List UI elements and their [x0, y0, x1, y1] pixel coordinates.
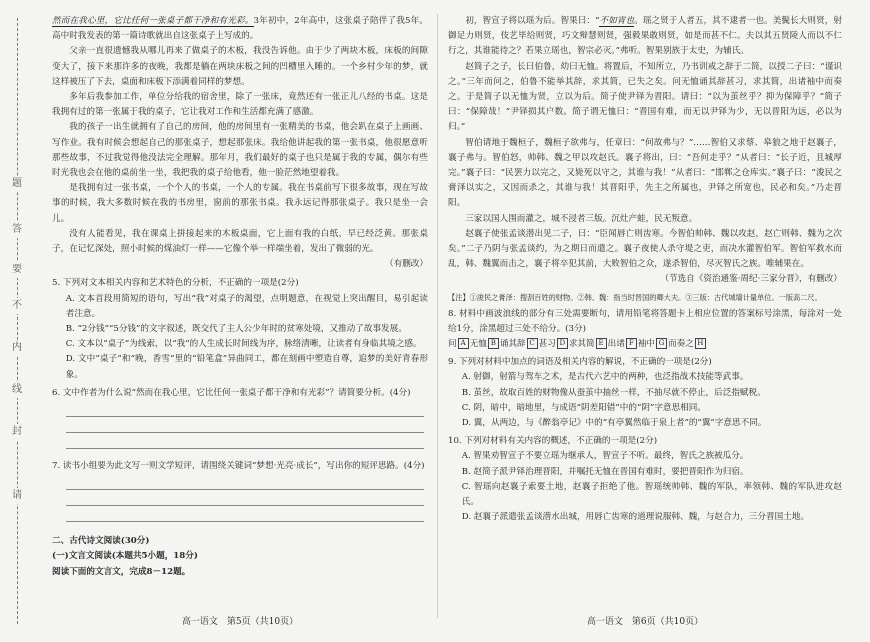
- classical-paragraph: 智伯请地于魏桓子，魏桓子欲弗与，任章曰：“何故弗与？”……智伯又求蔡、皋狼之地于赵襄子，襄子弗与。智伯怒，帅韩、魏之甲以攻赵氏。襄子将出，曰：“吾何走乎？”从者曰：“长子近，且城厚完。”襄子曰：“民罢力以完之，又毙死以守之，其谁与我！”从者曰：“邯郸之仓库实。”襄子曰：“浚民之膏泽以实之，又因而杀之，其谁与我！其晋阳乎，先主之所属也，尹铎之所宽也，民必和矣。”乃走晋阳。: [448, 137, 842, 209]
- answer-line[interactable]: [66, 506, 424, 522]
- question-10-option-b: B. 赵简子派尹铎治理晋阳，并嘱托无恤在晋国有难时，要把晋阳作为归宿。: [461, 466, 749, 477]
- question-8-stem: 8. 材料中画波浪线的部分有三处需要断句，请用铅笔将答题卡上相应位置的答案标号涂黑，每涂对一处给1分，涂黑超过三处不给分。(3分): [448, 308, 842, 334]
- question-5-option-a: A. 文本首段用简短的语句，写出“我”对桌子的渴望，点明题意，在视觉上突出醒目，易引起读者注意。: [65, 293, 428, 319]
- answer-box-d[interactable]: D: [557, 338, 568, 349]
- binding-word: 要: [9, 262, 25, 278]
- question-5-option-d: D. 文中“桌子”和“晚，香雪”里的“铅笔盒”异曲同工，都在刻画中塑造自尊，追梦的美好青春形象。: [65, 354, 428, 380]
- handwritten-underline: 然而在我心里，它比任何一张桌子都干净和有光彩。: [52, 16, 254, 26]
- question-9-option-d: D. 翼，从两边，与《醉翁亭记》中的“有亭翼然临于泉上者”的“翼”字意思不同。: [461, 418, 767, 429]
- question-9-option-b: B. 茧丝，故取百姓的财物像从蚕茧中抽丝一样，不抽尽就不停止，后泛指赋税。: [461, 387, 766, 398]
- page-footer-right: 高一语文 第6页（共10页）: [586, 617, 704, 627]
- page-footer-left: 高一语文 第5页（共10页）: [181, 617, 299, 627]
- answer-line[interactable]: [66, 417, 424, 433]
- question-5-option-b: B. “2分钱”“5分钱”的文字叙述，既交代了主人公少年时的贫寒处境，又推动了故事发展。: [65, 324, 407, 335]
- binding-word: 线: [9, 382, 25, 398]
- source-note: （节选自《资治通鉴·周纪·三家分晋》，有删改）: [660, 274, 842, 285]
- source-note: （有删改）: [385, 259, 428, 270]
- question-7-stem: 7. 读书小组要为此文写一则文学短评，请围绕关键词“梦想·光亮·成长”，写出你的短评思路。(4分): [52, 461, 425, 472]
- binding-word: 答: [9, 222, 25, 238]
- body-paragraph: 我的孩子一出生就拥有了自己的房间，他的房间里有一张精美的书桌，他会趴在桌子上画画、写作业。我有时候会想起自己的那张桌子，想起那张床。我给他讲起我的第一张书桌，他很愿意听那些故事，不过我觉得他没法完全理解。那年月，我们最好的桌子也只是属于我的专属，偶尔有些时光我也会在他的桌前坐一坐，我把我的桌子给他看，他一脸茫然地望着我。: [52, 122, 428, 179]
- section-heading: 二、古代诗文阅读(30分): [52, 536, 150, 547]
- right-page: [448, 14, 842, 526]
- binding-word: 不: [9, 298, 25, 314]
- question-10-option-d: D. 赵襄子派遣张孟谈潜水出城，用唇亡齿寒的道理说服韩、魏，与赵合力，三分晋国土地。: [461, 512, 809, 523]
- binding-dashed-line: [17, 18, 18, 624]
- intro-paragraph: 然而在我心里，它比任何一张桌子都干净和有光彩。3年初中，2年高中，这张桌子陪伴了我5年。高中时我发表的第一篇诗歌就出自这张桌子上写成的。: [52, 16, 428, 42]
- classical-paragraph: 三家以国人围而灌之，城不浸者三版。沉灶产蛙，民无叛意。: [465, 213, 698, 224]
- question-9-option-a: A. 射御，射箭与驾车之术，是古代六艺中的两种，也泛指战术技能等武事。: [461, 372, 749, 383]
- answer-line[interactable]: [66, 490, 424, 506]
- classical-paragraph: 赵简子之子，长曰伯鲁，幼曰无恤。将置后，不知所立，乃书训戒之辞于二简，以授二子曰：“谨识之。”三年而问之，伯鲁不能举其辞，求其简，已失之矣。问无恤诵其辞甚习，求其简，出诸袖中而奏之。于是简子以无恤为贤，立以为后。简子使尹铎为晋阳。请曰：“以为茧丝乎？抑为保障乎？”简子曰：“保障哉！”尹铎损其户数。简子谓无恤曰：“晋国有难，而无以尹铎为少，无以晋阳为远，必以为归。”: [448, 61, 842, 133]
- answer-line[interactable]: [66, 401, 424, 417]
- answer-box-b[interactable]: B: [488, 338, 499, 349]
- question-6-stem: 6. 文中作者为什么说“然而在我心里，它比任何一张桌子都干净和有光彩”？请简要分析。(4分): [52, 387, 411, 398]
- binding-word: 请: [9, 488, 25, 504]
- answer-box-e[interactable]: E: [596, 338, 607, 349]
- answer-box-a[interactable]: A: [458, 338, 469, 349]
- question-5-option-c: C. 文本以“桌子”为线索，以“我”的人生成长时间线为序，脉络清晰，让读者有身临其境之感。: [65, 339, 422, 350]
- question-10-option-c: C. 智瑶向赵襄子索要土地，赵襄子拒绝了他。智瑶统帅韩、魏的军队，率领韩、魏的军队进攻赵氏。: [461, 481, 842, 508]
- binding-word: 内: [9, 340, 25, 356]
- question-10-option-a: A. 智果劝智宣子不要立瑶为继承人，智宣子不听。最终，智氏之族被瓜分。: [461, 451, 749, 462]
- subsection-heading: (一)文言文阅读(本题共5小题，18分): [52, 551, 198, 562]
- body-paragraph: 多年后我参加工作，单位分给我的宿舍里，除了一张床，竟然还有一张正儿八经的书桌。这是我拥有过的第一张属于我的桌子，它让我对工作和生活都充满了感激。: [52, 92, 428, 118]
- handwritten-underline: 不如宵也: [599, 16, 635, 26]
- classical-paragraph: 赵襄子使张孟谈潜出见二子，曰：“臣闻唇亡则齿寒。今智伯帅韩、魏以攻赵，赵亡则韩、魏为之次矣。”二子乃阴与张孟谈约，为之期日而遣之。襄子夜使人杀守堤之吏，而决水灌智伯军。智伯军救水而乱，韩、魏翼而击之，襄子将卒犯其前，大败智伯之众，遂杀智伯，尽灭智氏之族。唯辅果在。: [448, 228, 842, 270]
- binding-word: 封: [9, 424, 25, 440]
- answer-box-c[interactable]: C: [527, 338, 538, 349]
- annotation-note: 【注】①浚民之膏泽：搜刮百姓的财物。②韩、魏：指当时晋国的卿大夫。③三版：古代城墙计量单位。一版高二尺。: [448, 292, 822, 302]
- question-9-stem: 9. 下列对材料中加点的词语及相关内容的解说，不正确的一项是(2分): [448, 357, 712, 368]
- answer-box-h[interactable]: H: [695, 338, 706, 349]
- question-8-line: 问 A 无恤 B 诵其辞 C 甚习 D 求其简 E 出诸 F 袖中 G 而奏之 H: [448, 337, 842, 352]
- binding-word: 题: [9, 176, 25, 192]
- answer-line[interactable]: [66, 433, 424, 449]
- question-10-stem: 10. 下列对材料有关内容的概述，不正确的一项是(2分): [448, 436, 658, 447]
- question-5-stem: 5. 下列对文本相关内容和艺术特色的分析，不正确的一项是(2分): [52, 278, 299, 289]
- instruction: 阅读下面的文言文，完成8－12题。: [52, 566, 191, 577]
- body-paragraph: 是我拥有过一张书桌，一个个人的书桌，一个人的专属。我在书桌前写下很多故事，现在写故事的时候，我大多数时候在我的书房里，窗前的那张书桌。我永远记得那张桌子。我只是坐一会儿。: [52, 183, 428, 224]
- answer-box-f[interactable]: F: [626, 338, 637, 349]
- answer-line[interactable]: [66, 474, 424, 490]
- question-9-option-c: C. 阴，暗中，暗地里，与成语“阴差阳错”中的“阴”字意思相同。: [461, 402, 706, 413]
- answer-box-g[interactable]: G: [656, 338, 667, 349]
- body-paragraph: 父亲一直很遗憾我从哪儿再来了做桌子的木板，我没告诉他。由于少了两块木板，床板的间隙变大了，接下来那许多的夜晚，我都是躺在两块床板之间的凹槽里入睡的。一个乡村少年的梦，就这样被压了下去，桌面和床板下添满着同样的梦想。: [52, 46, 428, 87]
- binding-margin: [0, 0, 34, 642]
- body-paragraph: 没有人能看见，我在课桌上拼接起来的木板桌面，它上面有我的白纸，早已经泛黄。那张桌子，在记忆深处，照小时候的煤油灯一样——它像个举一样端坐着，发出了微弱的光。: [52, 228, 428, 255]
- classical-paragraph: 初，智宣子将以瑶为后。智果曰：“不如宵也。瑶之贤于人者五，其不逮者一也。美鬓长大则贤，射御足力则贤，伎艺毕给则贤，巧文辩慧则贤，强毅果敢则贤，如是而甚不仁。夫以其五贤陵人而以不仁行之，其谁能待之？若果立瑶也，智宗必灭。”弗听。智果别族于太史，为辅氏。: [448, 16, 842, 57]
- left-page: [52, 14, 428, 580]
- page-divider: [437, 14, 438, 618]
